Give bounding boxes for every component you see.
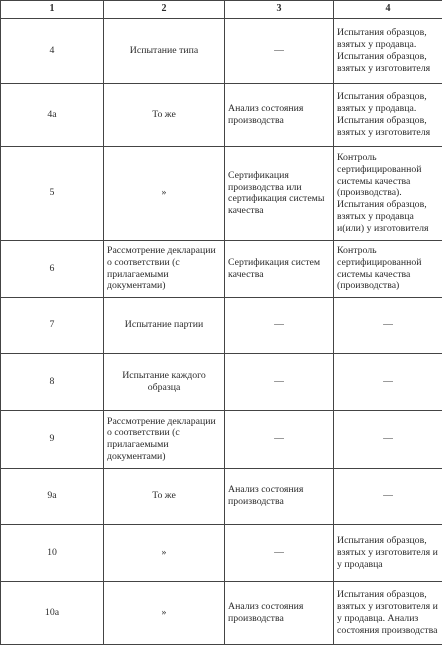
production-assessment: Анализ состояния производства xyxy=(225,581,334,644)
table-row xyxy=(1,353,442,410)
production-assessment: Анализ состояния производства xyxy=(225,83,334,146)
table-row xyxy=(1,468,442,524)
scheme-number: 4а xyxy=(1,83,104,146)
product-assessment: Испытание каждого образца xyxy=(104,353,225,410)
production-assessment: — xyxy=(225,410,334,468)
scheme-number: 10 xyxy=(1,524,104,581)
header-cell-col1: 1 xyxy=(1,1,104,19)
product-assessment: » xyxy=(104,524,225,581)
product-assessment: То же xyxy=(104,83,225,146)
inspection-control: — xyxy=(334,353,442,410)
product-assessment: Испытание партии xyxy=(104,297,225,353)
header-cell-col3: 3 xyxy=(225,1,334,19)
scheme-number: 5 xyxy=(1,147,104,240)
scheme-number: 8 xyxy=(1,353,104,410)
production-assessment: Анализ состояния производства xyxy=(225,468,334,524)
inspection-control: Контроль сертифицированной системы качества (производства) xyxy=(334,240,442,297)
production-assessment: — xyxy=(225,353,334,410)
product-assessment: То же xyxy=(104,468,225,524)
product-assessment: Рассмотрение декларации о соответствии (с прилагаемыми документами) xyxy=(104,410,225,468)
production-assessment: — xyxy=(225,524,334,581)
table-row xyxy=(1,83,442,146)
inspection-control: — xyxy=(334,410,442,468)
table-row xyxy=(1,581,442,644)
table-row xyxy=(1,297,442,353)
production-assessment: Сертификация систем качества xyxy=(225,240,334,297)
inspection-control: Контроль сертифицированной системы качества (производства). Испытания образцов, взятых у продавца и(или) у изготовителя xyxy=(334,147,442,240)
inspection-control: — xyxy=(334,468,442,524)
scheme-number: 10а xyxy=(1,581,104,644)
production-assessment: — xyxy=(225,297,334,353)
inspection-control: Испытания образцов, взятых у изготовителя и у продавца. Анализ состояния производства xyxy=(334,581,442,644)
production-assessment: Сертификация производства или сертификация системы качества xyxy=(225,147,334,240)
product-assessment: » xyxy=(104,581,225,644)
table-row xyxy=(1,524,442,581)
scheme-number: 4 xyxy=(1,18,104,83)
product-assessment: Испытание типа xyxy=(104,18,225,83)
table-row xyxy=(1,240,442,297)
table-row xyxy=(1,18,442,83)
table-row xyxy=(1,147,442,240)
inspection-control: Испытания образцов, взятых у изготовителя и у продавца xyxy=(334,524,442,581)
table-row xyxy=(1,410,442,468)
scheme-number: 9а xyxy=(1,468,104,524)
header-cell-col2: 2 xyxy=(104,1,225,19)
header-cell-col4: 4 xyxy=(334,1,442,19)
header-row xyxy=(1,1,442,19)
inspection-control: Испытания образцов, взятых у продавца. Испытания образцов, взятых у изготовителя xyxy=(334,18,442,83)
scheme-number: 6 xyxy=(1,240,104,297)
production-assessment: — xyxy=(225,18,334,83)
scheme-number: 7 xyxy=(1,297,104,353)
inspection-control: Испытания образцов, взятых у продавца. Испытания образцов, взятых у изготовителя xyxy=(334,83,442,146)
product-assessment: » xyxy=(104,147,225,240)
scheme-number: 9 xyxy=(1,410,104,468)
inspection-control: — xyxy=(334,297,442,353)
product-assessment: Рассмотрение декларации о соответствии (с прилагаемыми документами) xyxy=(104,240,225,297)
